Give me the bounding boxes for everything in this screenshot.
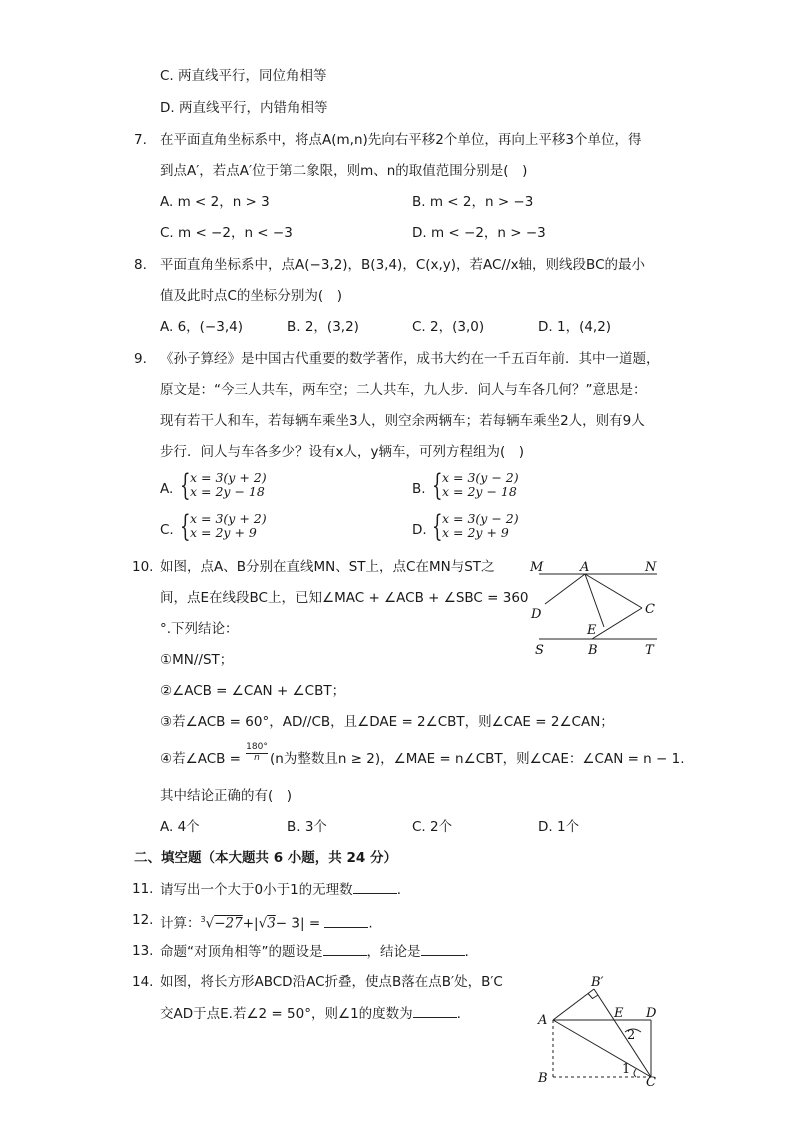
equation-line: x = 3(y + 2) <box>190 511 267 526</box>
q12-radicand-1: −27 <box>214 915 243 932</box>
q13-prefix: 命题“对顶角相等”的题设是 <box>160 944 323 960</box>
q13-end: . <box>464 944 469 960</box>
segment-ac <box>553 1020 651 1077</box>
brace-glyph: { <box>180 509 191 544</box>
brace-glyph: { <box>432 509 443 544</box>
q7-option-b: B. m < 2，n > −3 <box>412 194 534 210</box>
q7-option-a: A. m < 2，n > 3 <box>160 194 270 210</box>
q10-conclusion-4-post: (n为整数且n ≥ 2)，∠MAE = n∠CBT，则∠CAE：∠CAN = n − 1. <box>270 751 685 767</box>
label-c: C <box>646 1075 656 1090</box>
q12-text <box>160 911 373 933</box>
q10-stem-line1: 如图，点A、B分别在直线MN、ST上，点C在MN与ST之 <box>160 559 495 575</box>
angle-1-arc <box>634 1069 636 1077</box>
q10-stem-line3: °.下列结论： <box>160 621 239 637</box>
q12-prefix: 计算： <box>160 915 201 932</box>
label-d: D <box>531 607 542 622</box>
q7-option-d: D. m < −2，n > −3 <box>412 225 546 241</box>
q9-number: 9. <box>134 351 147 367</box>
label-e: E <box>614 1006 624 1021</box>
brace-glyph: { <box>180 468 191 503</box>
q8-option-d: D. 1，(4,2) <box>538 319 612 335</box>
q10-fraction <box>246 743 268 763</box>
q14-figure <box>530 972 670 1090</box>
q9-stem-line1: 《孙子算经》是中国古代重要的数学著作，成书大约在一千五百年前．其中一道题， <box>160 351 660 367</box>
equation-line: x = 2y − 18 <box>190 484 265 499</box>
label-m: M <box>530 560 544 575</box>
fraction-numerator: 180° <box>246 742 268 752</box>
q14-answer-blank[interactable] <box>413 1004 457 1018</box>
q12-end: . <box>368 915 373 932</box>
segment-cb <box>592 608 642 639</box>
q8-stem-line1: 平面直角坐标系中，点A(−3,2)，B(3,4)，C(x,y)，若AC//x轴，则线段BC的最小 <box>160 257 646 273</box>
q9-option-c-label: C. <box>160 522 174 538</box>
equation-line: x = 2y − 18 <box>442 484 517 499</box>
label-a: A <box>580 560 590 575</box>
radical-sign-icon: √ <box>205 915 215 932</box>
q13-text <box>160 942 469 961</box>
label-d: D <box>646 1006 657 1021</box>
label-e: E <box>587 623 597 638</box>
q9-option-a-label: A. <box>160 481 174 497</box>
q6-option-c: C. 两直线平行，同位角相等 <box>160 68 327 84</box>
equation-line: x = 2y + 9 <box>190 525 257 540</box>
segment-ad <box>545 574 585 604</box>
q11-number: 11. <box>132 881 154 897</box>
q12-answer-blank[interactable] <box>324 914 368 928</box>
q13-mid: ，结论是 <box>366 944 421 960</box>
q7-number: 7. <box>134 132 147 148</box>
q10-question-line: 其中结论正确的有( ) <box>160 788 293 804</box>
q11-end: . <box>396 882 401 898</box>
equation-line: x = 3(y − 2) <box>442 511 519 526</box>
q10-conclusion-4-pre: ④若∠ACB = <box>160 751 241 767</box>
q10-option-d: D. 1个 <box>538 819 580 835</box>
q12-radicand-2: 3 <box>267 915 276 932</box>
q9-stem-line2: 原文是：“今三人共车，两车空；二人共车，九人步．问人与车各几何？”意思是： <box>160 382 647 398</box>
label-angle-2: 2 <box>627 1028 636 1043</box>
q7-option-c: C. m < −2，n < −3 <box>160 225 293 241</box>
label-b: B <box>588 643 598 658</box>
q10-option-c: C. 2个 <box>412 819 453 835</box>
q12-number: 12. <box>132 912 154 928</box>
q10-conclusion-2: ②∠ACB = ∠CAN + ∠CBT； <box>160 683 346 699</box>
q10-option-b: B. 3个 <box>287 819 327 835</box>
q12-post: − 3| = <box>275 915 321 932</box>
equation-line: x = 3(y + 2) <box>190 470 267 485</box>
q9-option-b-label: B. <box>412 481 426 497</box>
q13-number: 13. <box>132 943 154 959</box>
q11-text <box>160 880 401 899</box>
label-angle-1: 1 <box>622 1062 631 1077</box>
q10-option-a: A. 4个 <box>160 819 200 835</box>
q10-figure <box>525 555 665 660</box>
q7-stem-line2: 到点A′，若点A′位于第二象限，则m、n的取值范围分别是( ) <box>160 163 528 179</box>
q12-mid: +| <box>242 915 259 932</box>
radical-sign-icon: √ <box>258 915 268 932</box>
q8-number: 8. <box>134 257 147 273</box>
label-t: T <box>645 643 654 658</box>
label-c: C <box>645 602 655 617</box>
segment-ae <box>585 574 604 627</box>
brace-glyph: { <box>432 468 443 503</box>
fraction-denominator: n <box>254 753 260 763</box>
q13-answer-blank-1[interactable] <box>323 942 367 956</box>
q8-stem-line2: 值及此时点C的坐标分别为( ) <box>160 288 342 304</box>
q14-line2-text: 交AD于点E.若∠2 = 50°，则∠1的度数为 <box>160 1006 413 1022</box>
q13-answer-blank-2[interactable] <box>421 942 465 956</box>
q6-option-d: D. 两直线平行，内错角相等 <box>160 100 328 116</box>
right-angle-mark <box>588 994 598 999</box>
q12-root-index: 3 <box>200 915 206 924</box>
q10-conclusion-1: ①MN//ST； <box>160 652 234 668</box>
segment-ac <box>585 574 642 608</box>
q9-stem-line3: 现有若干人和车，若每辆车乘坐3人，则空余两辆车；若每辆车乘坐2人，则有9人 <box>160 413 645 429</box>
q14-stem-line1: 如图，将长方形ABCD沿AC折叠，使点B落在点B′处，B′C <box>160 974 503 990</box>
q10-number: 10. <box>132 559 154 575</box>
label-s: S <box>535 643 544 658</box>
q9-option-d-label: D. <box>412 522 427 538</box>
q10-stem-line2: 间，点E在线段BC上，已知∠MAC + ∠ACB + ∠SBC = 360 <box>160 590 529 606</box>
q11-prompt: 请写出一个大于0小于1的无理数 <box>160 882 353 898</box>
q8-option-a: A. 6，(−3,4) <box>160 319 243 335</box>
q9-stem-line4: 步行．问人与车各多少？设有x人，y辆车，可列方程组为( ) <box>160 444 525 460</box>
equation-line: x = 3(y − 2) <box>442 470 519 485</box>
q8-option-c: C. 2，(3,0) <box>412 319 485 335</box>
q10-conclusion-3: ③若∠ACB = 60°，AD//CB，且∠DAE = 2∠CBT，则∠CAE = 2∠CAN； <box>160 714 614 730</box>
q8-option-b: B. 2，(3,2) <box>287 319 359 335</box>
q7-stem-line1: 在平面直角坐标系中，将点A(m,n)先向右平移2个单位，再向上平移3个单位，得 <box>160 132 642 148</box>
label-n: N <box>645 560 657 575</box>
q14-end: . <box>456 1006 461 1022</box>
section-2-title: 二、填空题（本大题共 6 小题，共 24 分） <box>134 850 397 866</box>
label-a: A <box>538 1013 548 1028</box>
q11-answer-blank[interactable] <box>353 880 397 894</box>
q14-number: 14. <box>132 974 154 990</box>
equation-line: x = 2y + 9 <box>442 525 509 540</box>
label-b: B <box>538 1071 548 1086</box>
label-b-prime: B′ <box>591 975 604 990</box>
q14-stem-line2 <box>160 1004 461 1023</box>
